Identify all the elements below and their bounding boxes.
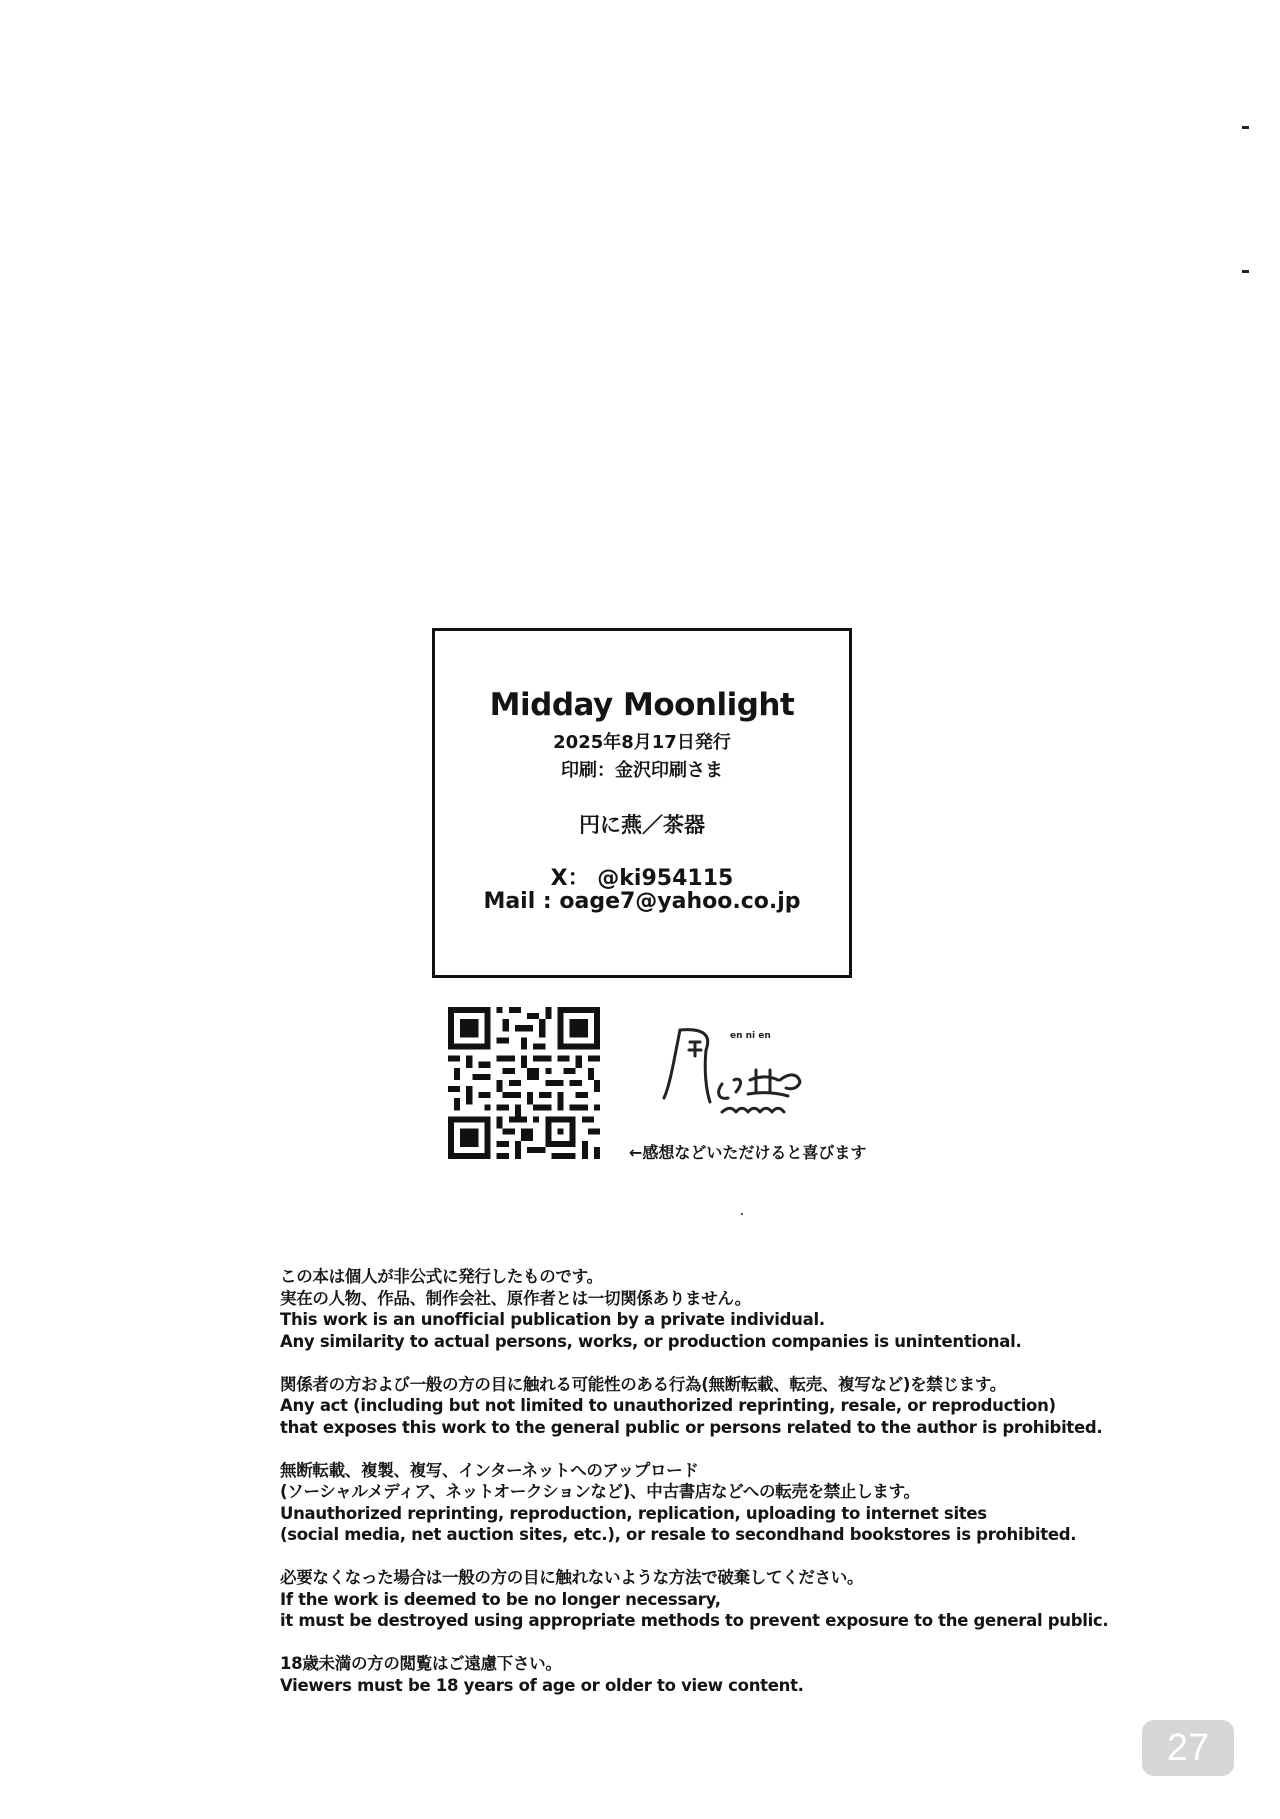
notice-paragraph: [280, 1266, 1080, 1352]
notice-line: Any act (including but not limited to unauthorized reprinting, resale, or reproduction): [280, 1396, 1056, 1415]
page-number-badge: 27: [1142, 1720, 1234, 1776]
notice-line: Viewers must be 18 years of age or older to view content.: [280, 1675, 804, 1695]
notice-paragraph: [280, 1653, 1080, 1696]
x-handle: X： @ki954115: [550, 866, 734, 891]
notice-line: If the work is deemed to be no longer necessary,: [280, 1589, 721, 1609]
registration-mark-bottom: [1242, 270, 1249, 273]
speck: [741, 1213, 743, 1215]
notice-paragraph: [280, 1567, 1109, 1632]
printer-credit: 印刷：金沢印刷さま: [561, 760, 723, 781]
mail-address: Mail : oage7@yahoo.co.jp: [483, 889, 801, 914]
notice-paragraph: [280, 1374, 1103, 1439]
notice-line: 実在の人物、作品、制作会社、原作者とは一切関係ありません。: [280, 1288, 751, 1308]
notice-line: 無断転載、複製、複写、インターネットへのアップロード: [280, 1460, 699, 1480]
notice-line: 必要なくなった場合は一般の方の目に触れないような方法で破棄してください。: [280, 1568, 864, 1587]
notice-line: 関係者の方および一般の方の目に触れる可能性のある行為(無断転載、転売、複写など)を禁じます。: [280, 1374, 1006, 1394]
notice-line: (social media, net auction sites, etc.), or resale to secondhand bookstores is prohibited.: [280, 1525, 1077, 1544]
feedback-caption: ←感想などいただけると喜びます: [629, 1143, 867, 1162]
notice-paragraph: [280, 1460, 1080, 1546]
notice-line: この本は個人が非公式に発行したものです。: [280, 1267, 603, 1286]
notice-line: (ソーシャルメディア、ネットオークションなど)、中古書店などへの転売を禁止します。: [280, 1482, 920, 1501]
notice-line: it must be destroyed using appropriate methods to prevent exposure to the general public.: [280, 1611, 1109, 1630]
qr-code[interactable]: [448, 1007, 600, 1159]
registration-mark-top: [1242, 126, 1249, 129]
notice-line: Any similarity to actual persons, works, or production companies is unintentional.: [280, 1331, 1022, 1351]
notice-line: that exposes this work to the general public or persons related to the author is prohibited.: [280, 1417, 1103, 1437]
circle-logo: [662, 1020, 842, 1130]
notice-line: This work is an unofficial publication by a private individual.: [280, 1310, 825, 1329]
notice-line: 18歳未満の方の閲覧はご遠慮下さい。: [280, 1654, 562, 1673]
notice-block: [280, 1266, 1109, 1718]
notice-line: Unauthorized reprinting, reproduction, replication, uploading to internet sites: [280, 1503, 987, 1523]
logo-reading: en ni en: [730, 1031, 771, 1041]
colophon-box: [432, 628, 852, 978]
publish-date: 2025年8月17日発行: [553, 732, 731, 753]
circle-name: 円に燕／茶器: [579, 813, 705, 837]
book-title: Midday Moonlight: [489, 687, 795, 723]
